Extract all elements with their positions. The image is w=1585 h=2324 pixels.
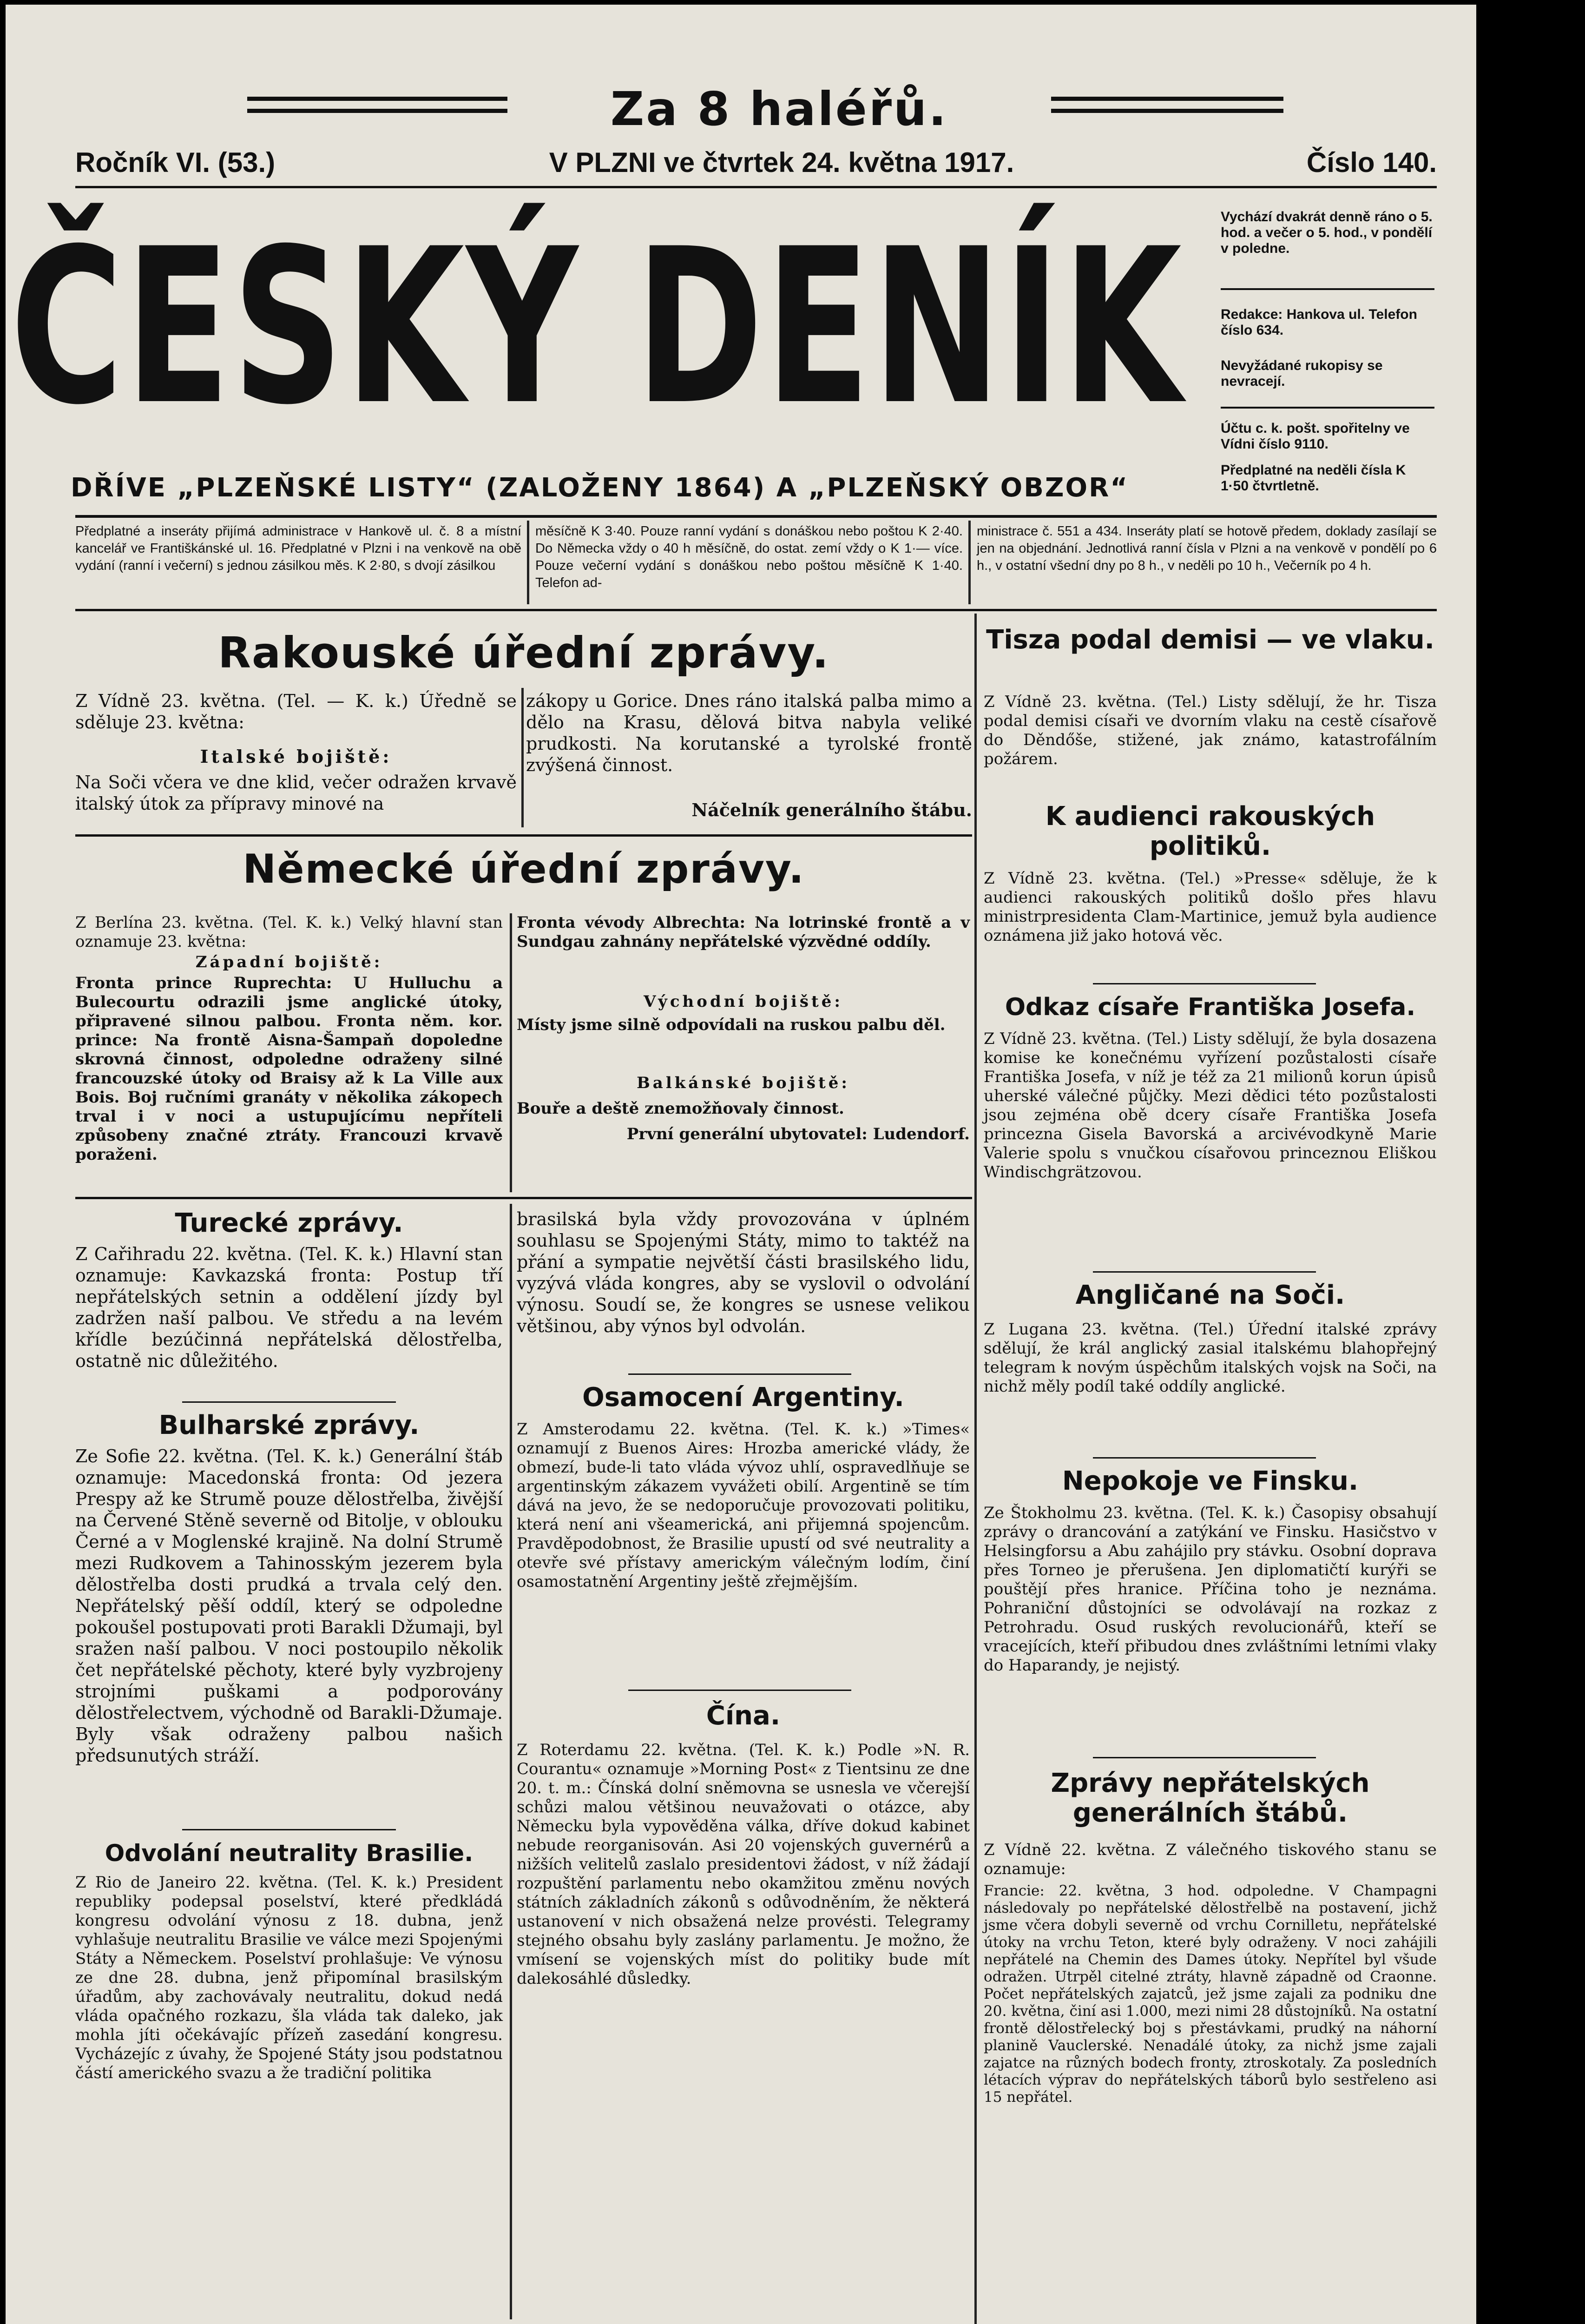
anglicane-body: Z Lugana 23. května. (Tel.) Úřední italské zprávy sdělují, že král anglický zasial italskému blahopřejný telegram k novým úspěchům italských vojsk na Soči, na nichž měly podíl také oddíly anglické. <box>984 1320 1437 1396</box>
subscription-bottom-rule <box>75 609 1437 611</box>
rule-before-finsko <box>1093 1457 1316 1459</box>
nemecke-west-label: Západní bojiště: <box>195 953 383 971</box>
subscription-col-2: měsíčně K 3·40. Pouze ranní vydání s donáškou nebo poštou K 2·40. Do Německa vždy o 40 h měsíčně, do ostat. zemí vždy o K 1·— více. Pouze večerní vydání s donáškou nebo poštou měsíčně K 1·40. Telefon ad- <box>535 524 963 590</box>
subscription-col-3: ministrace č. 551 a 434. Inseráty platí se hotově předem, doklady zasílají se jen na objednání. Jednotlivá ranní čísla v Plzni a na venkově v pondělí po 6 h., v ostatní všední dny po 8 h., v neděli po 10 h., Večerník po 4 h. <box>977 524 1437 573</box>
rule-after-nemecke <box>75 1197 972 1199</box>
price-rule-right-top <box>1051 97 1283 101</box>
bulharske-body: Ze Sofie 22. května. (Tel. K. k.) Generální štáb oznamuje: Macedonská fronta: Od jezera Prespy až ke Strumě pouze dělostřelba, živější na Červené Stěně severně od Bitolje, v oblouku Černé a v Moglenské krajině. Na dolní Strumě mezi Rudkovem a Tahinosským jezerem byla dělostřelba dosti prudká a trvala celý den. Nepřátelský pěší oddíl, který se odpoledne pokoušel postupovati proti Barakli Džumaji, byl sražen naší palbou. V noci postoupilo několik čet nepřátelské pěchoty, které byly vyzbrojeny strojními puškami a podporovány dělostřelectvem, východně od Barakli-Džumaje. Byly však odraženy palbou našich předsunutých stráží. <box>75 1446 503 1766</box>
audience-body: Z Vídně 23. května. (Tel.) »Presse« sděluje, že k audienci rakouských politiků došlo přes hlavu ministrpresidenta Clam-Martinice, jemuž byla audience oznámena již jako hotová věc. <box>984 869 1437 945</box>
cina-body: Z Roterdamu 22. května. (Tel. K. k.) Podle »N. R. Courantu« oznamuje »Morning Post« z Tientsinu ze dne 20. t. m.: Čínská dolní sněmovna se usnesla ve včerejší schůzi malou většinou neuvažovati o otázce, aby Německu byla vypověděna válka, dříve dokud kabinet nebude reorganisován. Asi 20 vojenských guvernérů a nižších velitelů zaslalo presidentovi žádost, v níž žádají rozpuštění parlamentu nebo okamžitou změnu nových státních základních zákonů s odůvodněním, že některá ustanovení v nich obsažená nelze provésti. Telegramy stejného obsahu byly zaslány parlamentu. Je možno, že vmísení se vojenských míst do politiky bude mít dalekosáhlé důsledky. <box>517 1741 970 1988</box>
headline-tisza: Tisza podal demisi — ve vlaku. <box>986 625 1434 655</box>
nemecke-balkan-label: Balkánské bojiště: <box>637 1074 850 1092</box>
nemecke-body-3: Místy jsme silně odpovídali na ruskou palbu děl. <box>517 1016 946 1034</box>
side-rule-1 <box>1221 288 1434 290</box>
rule-before-argentina <box>628 1373 851 1375</box>
neprat-body: Francie: 22. května, 3 hod. odpoledne. V Champagni následovaly po nepřátelské dělostřelbě na postavení, jichž jsme včera dobyli severně od vrchu Cornilletu, nepřátelské útoky na vrchu Teton, které byly odraženy. V noci zahájili nepřátelé na Chemin des Dames útoky. Nepřítel byl všude odražen. Utrpěl citelné ztráty, hlavně západně od Craonne. Počet nepřátelských zajatců, jež jsme zajali za podniku dne 20. května, činí asi 1.000, mezi nimi 28 důstojníků. Na ostatní frontě dělostřelecký boj s přestávkami, prudký na náhorní planině Vauclerské. Nenadálé útoky, za nichž jsme zajali zajatce na různých bodech fronty, ztroskotaly. Za posledních létacích výprav do nepřátelských táborů bylo sestřeleno asi 15 nepřátel. <box>984 1882 1437 2106</box>
rule-after-bulharske <box>182 1829 396 1830</box>
rakouske-front-label: Italské bojiště: <box>200 746 392 767</box>
headline-bulharske: Bulharské zprávy. <box>158 1410 420 1440</box>
right-column-divider <box>974 614 977 2324</box>
nemecke-body-4: Bouře a deště znemožňovaly činnost. <box>517 1099 844 1118</box>
tisza-body: Z Vídně 23. května. (Tel.) Listy sdělují, že hr. Tisza podal demisi císaři ve dvorním vlaku na cestě císařově do Děndőše, stižené, jak známo, katastrofálním požárem. <box>984 693 1437 768</box>
nemecke-east-label: Východní bojiště: <box>644 992 843 1011</box>
headline-neprat: Zprávy nepřátelských generálních štábů. <box>1051 1768 1370 1828</box>
rule-before-odkaz <box>1093 983 1316 984</box>
headline-odkaz: Odkaz císaře Františka Josefa. <box>1005 993 1416 1021</box>
rakouske-signature: Náčelník generálního štábu. <box>691 799 972 820</box>
rakouske-body-1: Na Soči včera ve dne klid, večer odražen krvavě italský útok za přípravy minové na <box>75 772 517 814</box>
headline-rakouske: Rakouské úřední zprávy. <box>218 628 829 678</box>
subscription-top-rule <box>75 515 1437 518</box>
rakouske-column-divider <box>521 688 524 827</box>
rule-before-neprat <box>1093 1757 1316 1758</box>
brasilie-body-continued: brasilská byla vždy provozována v úplném souhlasu se Spojenými Státy, mimo to taktéž na přání a sympatie největší části brasilského lidu, vyzývá vláda kongres, aby se vyslovil o odvolání výnosu. Soudí se, že kongres se usnese velikou většinou, aby výnos byl odvolán. <box>517 1209 970 1336</box>
price-rule-right-bottom <box>1051 109 1283 113</box>
newspaper-page <box>6 5 1476 2324</box>
subs-divider-2 <box>968 521 971 604</box>
left-middle-divider <box>510 1204 512 2319</box>
price-rule-left-top <box>247 97 507 101</box>
nemecke-column-divider <box>510 913 512 1192</box>
nemecke-intro: Z Berlína 23. května. (Tel. K. k.) Velký hlavní stan oznamuje 23. května: <box>75 913 503 951</box>
scan-border <box>1485 0 1585 2324</box>
turecke-body: Z Cařihradu 22. května. (Tel. K. k.) Hlavní stan oznamuje: Kavkazská fronta: Postup tří nepřátelských setnin a oddělení jízdy byl zadržen naší palbou. Ve středu a na levém křídle bezúčinná nepřátelská dělostřelba, ostatně nic důležitého. <box>75 1244 503 1371</box>
nemecke-body-2: Fronta vévody Albrechta: Na lotrinské frontě a v Sundgau zahnány nepřátelské výzvědné oddíly. <box>517 913 970 951</box>
headline-turecke: Turecké zprávy. <box>175 1208 403 1238</box>
masthead-top-rule <box>75 186 1437 188</box>
headline-nemecke: Německé úřední zprávy. <box>243 846 805 892</box>
brasilie-body: Z Rio de Janeiro 22. května. (Tel. K. k.) President republiky podepsal poselství, které předkládá kongresu odvolání výnosu z 18. dubna, jenž vyhlašuje neutralitu Brasilie ve válce mezi Spojenými Státy a Německem. Poselství prohlašuje: Ve výnosu ze dne 28. dubna, jenž připomínal brasilským úřadům, aby zachovávaly neutralitu, dokud nedá vláda opačného rozkazu, šla vláda tak daleko, jak mohla jíti očekávajíc přízeň zasedání kongresu. Vycházejíc z úvahy, že Spojené Státy jsou podstatnou částí amerického svazu a že tradiční politika <box>75 1873 503 2082</box>
nemecke-body-1: Fronta prince Ruprechta: U Hulluchu a Bulecourtu odrazili jsme anglické útoky, připravené silnou palbou. Fronta něm. kor. prince: Na frontě Aisna-Šampaň dopoledne skrovná činnost, odpoledne odraženy silné francouzské útoky od Braisy až k La Ville aux Bois. Boj ručními granáty v několika zákopech trval i v noci a ustupujícímu nepříteli způsobeny značné ztráty. Francouzi krvavě poraženi. <box>75 974 503 1164</box>
nemecke-signature: První generální ubytovatel: Ludendorf. <box>626 1125 970 1143</box>
subs-divider-1 <box>527 521 529 604</box>
dateline: V PLZNI ve čtvrtek 24. května 1917. <box>549 147 1014 178</box>
masthead-subtitle: DŘÍVE „PLZEŇSKÉ LISTY“ (ZALOŽENY 1864) A „PLZEŇSKÝ OBZOR“ <box>71 473 1129 503</box>
rule-before-anglicane <box>1093 1271 1316 1273</box>
headline-audience: K audienci rakouských politiků. <box>1045 801 1375 861</box>
masthead-title: ČESKÝ DENÍK <box>10 203 1184 452</box>
volume-number: Ročník VI. (53.) <box>75 147 276 178</box>
rule-after-turecke <box>182 1401 396 1403</box>
manuscripts-info: Nevyžádané rukopisy se nevracejí. <box>1221 358 1383 389</box>
sunday-info: Předplatné na neděli čísla K 1·50 čtvrtletně. <box>1221 462 1406 494</box>
side-rule-2 <box>1221 407 1434 409</box>
rule-after-rakouske <box>75 834 972 837</box>
argentina-body: Z Amsterodamu 22. května. (Tel. K. k.) »Times« oznamují z Buenos Aires: Hrozba americké vlády, že obmezí, bude-li tato vláda vývoz uhlí, ospravedlňuje se argentinským zákazem vyvážeti obilí. Argentině se tím dává na jevo, že se nedoporučuje provozovati politiku, která není ani všeamerická, ani přijemná spojencům. Pravděpodobnost, že Brasilie upustí od své neutrality a otevře své přístavy americkým válečným lodím, činí osamostatnění Argentiny ještě zřejmějším. <box>517 1420 970 1591</box>
rakouske-body-2: zákopy u Gorice. Dnes ráno italská palba mimo a dělo na Krasu, dělová bitva nabyla veliké prudkosti. Na korutanské a tyrolské frontě zvýšená činnost. <box>526 691 972 775</box>
postal-info: Účtu c. k. pošt. spořitelny ve Vídni číslo 9110. <box>1221 421 1410 452</box>
headline-anglicane: Angličané na Soči. <box>1075 1280 1345 1310</box>
issue-number: Číslo 140. <box>1306 147 1437 178</box>
rakouske-intro: Z Vídně 23. května. (Tel. — K. k.) Úředně se sděluje 23. května: <box>75 691 517 733</box>
subscription-col-1: Předplatné a inseráty přijímá administrace v Hankově ul. č. 8 a místní kancelář ve Františkánské ul. 16. Předplatné v Plzni i na venkově na obě vydání (ranní i večerní) s jednou zásilkou měs. K 2·80, s dvojí zásilkou <box>75 524 521 573</box>
headline-cina: Čína. <box>706 1701 781 1731</box>
rule-before-cina <box>628 1690 851 1691</box>
finsko-body: Ze Štokholmu 23. května. (Tel. K. k.) Časopisy obsahují zprávy o drancování a zatýkání ve Finsku. Hasičstvo v Helsingforsu a Abu zahájilo pry stávku. Osobní doprava přes Torneo je přerušena. Jen diplomatičtí kurýři se pouštějí přes hranice. Příčina toho je neznáma. Pohraniční důstojníci se odvolávají na rozkaz z Petrohradu. Osud ruských revolucionářů, kteří se vracejících, kteří přibudou dnes zvláštními letními vlaky do Haparandy, je nejistý. <box>984 1504 1437 1675</box>
headline-argentina: Osamocení Argentiny. <box>582 1382 904 1413</box>
neprat-intro: Z Vídně 22. května. Z válečného tiskového stanu se oznamuje: <box>984 1841 1437 1878</box>
odkaz-body: Z Vídně 23. května. (Tel.) Listy sdělují, že byla dosazena komise ke konečnému vyřízení pozůstalosti císaře Františka Josefa, v níž je též za 21 milionů korun úpisů uherské válečné půjčky. Mezi dědici této pozůstalosti jsou zejména obě dcery císaře Františka Josefa princezna Gisela Bavorská a arcivévodkyně Marie Valerie spolu s vnučkou císařovou princeznou Eliškou Windischgrätzovou. <box>984 1030 1437 1182</box>
headline-finsko: Nepokoje ve Finsku. <box>1062 1466 1359 1496</box>
editorial-info: Redakce: Hankova ul. Telefon číslo 634. <box>1221 307 1417 338</box>
price-line: Za 8 haléřů. <box>610 82 948 136</box>
price-rule-left-bottom <box>247 109 507 113</box>
publishing-info: Vychází dvakrát denně ráno o 5. hod. a večer o 5. hod., v pondělí v poledne. <box>1221 209 1433 256</box>
headline-brasilie: Odvolání neutrality Brasilie. <box>105 1840 474 1867</box>
